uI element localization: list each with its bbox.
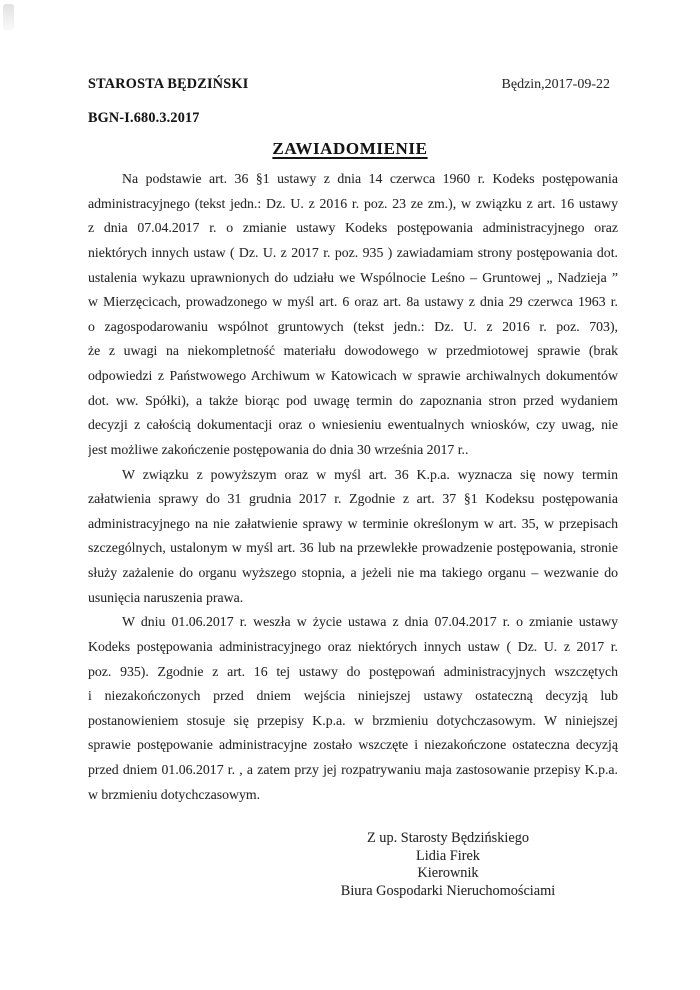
text-line: administracyjnego (tekst jedn.: Dz. U. z 2016 r. poz. 23 ze zm.), w związku z art. 16 ustawy bbox=[88, 195, 618, 211]
text-line: jest możliwe zakończenie postępowania do dnia 30 września 2017 r.. bbox=[88, 441, 469, 457]
text-line: ustalenia wykazu uprawnionych do udziału we Wspólnocie Leśno – Gruntowej „ Nadzieja ” bbox=[88, 269, 618, 285]
text-line: w Mierzęcicach, prowadzonego w myśl art. 6 oraz art. 8a ustawy z dnia 29 czerwca 1963 r. bbox=[88, 294, 618, 310]
text-line: decyzji z całością dokumentacji oraz o wniesieniu ewentualnych wniosków, czy uwag, nie bbox=[88, 417, 618, 433]
text-line: załatwienia sprawy do 31 grudnia 2017 r. Zgodnie z art. 37 §1 Kodeksu postępowania bbox=[88, 491, 618, 507]
text-line: służy zażalenie do organu wyższego stopnia, a jeżeli nie ma takiego organu – wezwanie do bbox=[88, 565, 618, 580]
text-line: niektórych innych ustaw ( Dz. U. z 2017 r. poz. 935 ) zawiadamiam strony postępowania dot. bbox=[88, 244, 618, 260]
text-line: Na podstawie art. 36 §1 ustawy z dnia 14 czerwca 1960 r. Kodeks postępowania bbox=[122, 171, 618, 186]
scan-artifact-mark bbox=[3, 4, 14, 30]
text-line: sprawie postępowanie administracyjne zostało wszczęte i niezakończone ostateczna decyzją bbox=[88, 737, 618, 753]
body-text bbox=[88, 167, 618, 807]
place-and-date: Będzin,2017-09-22 bbox=[501, 77, 610, 92]
text-line: W dniu 01.06.2017 r. weszła w życie ustawa z dnia 07.04.2017 r. o zmianie ustawy bbox=[122, 614, 618, 630]
text-line: szczególnych, ustalonym w myśl art. 36 lub na przewlekłe prowadzenie postępowania, stronie bbox=[88, 540, 618, 556]
document-title: ZAWIADOMIENIE bbox=[272, 139, 428, 158]
signature-line: Kierownik bbox=[417, 865, 479, 882]
text-line: Kodeks postępowania administracyjnego oraz niektórych innych ustaw ( Dz. U. z 2017 r. bbox=[88, 638, 618, 654]
text-line: odpowiedzi z Państwowego Archiwum w Katowicach w sprawie archiwalnych dokumentów bbox=[88, 368, 618, 383]
text-line: o zagospodarowaniu wspólnot gruntowych (tekst jedn.: Dz. U. z 2016 r. poz. 703), bbox=[88, 318, 618, 334]
text-line: W związku z powyższym oraz w myśl art. 36 K.p.a. wyznacza się nowy termin bbox=[122, 466, 618, 482]
signature-line: Lidia Firek bbox=[416, 847, 480, 864]
text-line: usunięcia naruszenia prawa. bbox=[88, 589, 244, 605]
text-line: postanowieniem stosuje się przepisy K.p.a. w brzmieniu dotychczasowym. W niniejszej bbox=[88, 712, 618, 728]
text-line: z dnia 07.04.2017 r. o zmianie ustawy Kodeks postępowania administracyjnego oraz bbox=[88, 220, 618, 236]
text-line: przed dniem 01.06.2017 r. , a zatem przy jej rozpatrywaniu maja zastosowanie przepisy K.p.a. bbox=[88, 762, 618, 777]
case-reference-number: BGN-I.680.3.2017 bbox=[88, 110, 200, 126]
paragraph bbox=[88, 610, 618, 807]
paragraph bbox=[88, 167, 618, 463]
signature-line: Z up. Starosty Będzińskiego bbox=[366, 830, 529, 846]
text-line: że z uwagi na niekompletność materiału dowodowego w przedmiotowej sprawie (brak bbox=[88, 343, 618, 359]
sender-name: STAROSTA BĘDZIŃSKI bbox=[88, 76, 249, 92]
signature-line: Biura Gospodarki Nieruchomościami bbox=[340, 882, 556, 899]
paragraph bbox=[88, 463, 618, 611]
text-line: dot. ww. Spółki), a także biorąc pod uwagę termin do zapoznania stron przed wydaniem bbox=[88, 392, 618, 408]
signature-block bbox=[288, 830, 608, 900]
text-line: i niezakończonych przed dniem wejścia niniejszej ustawy ostateczną decyzją lub bbox=[88, 688, 618, 704]
text-line: poz. 935). Zgodnie z art. 16 tej ustawy do postępowań administracyjnych wszczętych bbox=[88, 663, 618, 679]
text-line: administracyjnego na nie załatwienie sprawy w terminie określonym w art. 35, w przepisach bbox=[88, 515, 618, 531]
text-line: w brzmieniu dotychczasowym. bbox=[88, 786, 261, 802]
